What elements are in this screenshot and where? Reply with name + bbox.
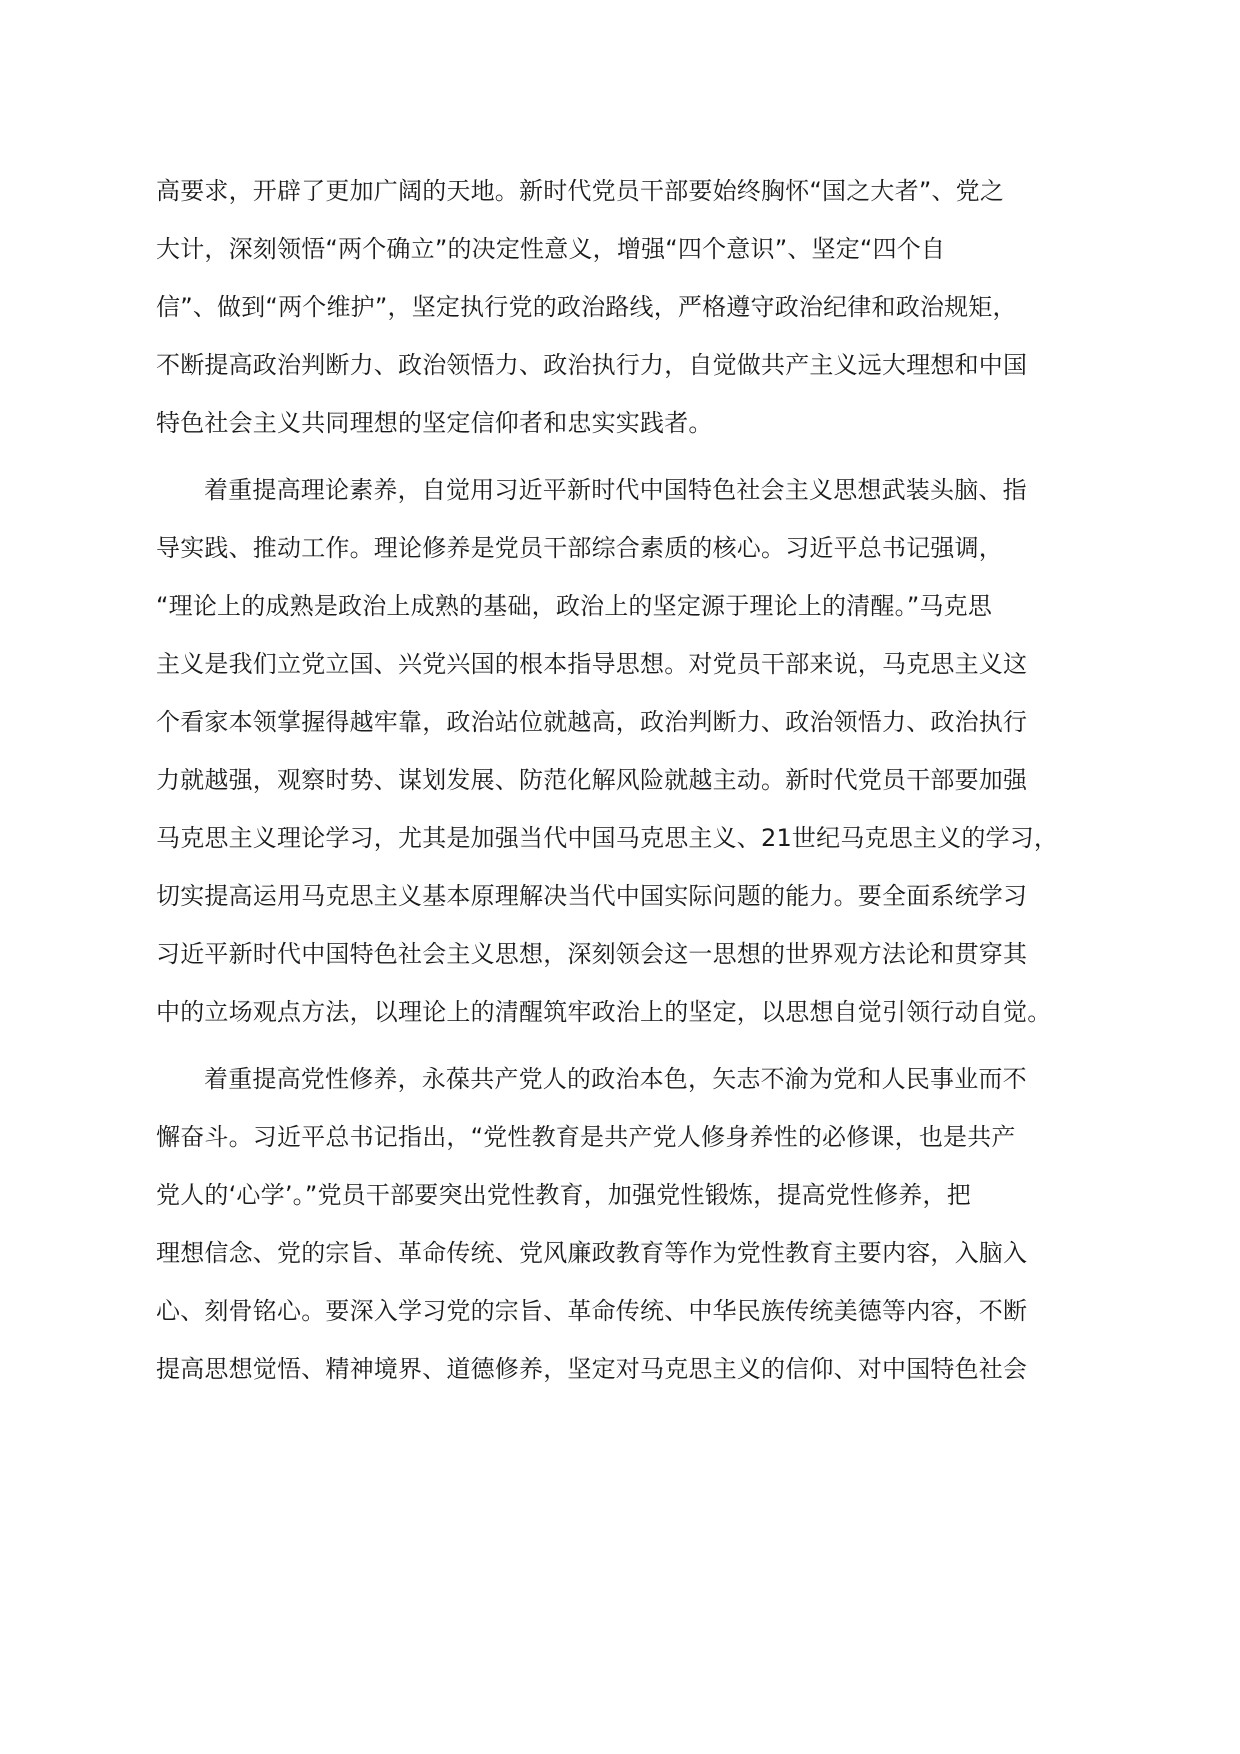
text-line: 切实提高运用马克思主义基本原理解决当代中国实际问题的能力。要全面系统学习	[156, 882, 1028, 910]
text-line: 大计，深刻领悟“两个确立”的决定性意义，增强“四个意识”、坚定“四个自	[156, 235, 946, 263]
text-line: 懈奋斗。习近平总书记指出，“党性教育是共产党人修身养性的必修课，也是共产	[156, 1123, 1016, 1151]
text-line: “理论上的成熟是政治上成熟的基础，政治上的坚定源于理论上的清醒。”马克思	[156, 592, 993, 620]
text-line: 提高思想觉悟、精神境界、道德修养，坚定对马克思主义的信仰、对中国特色社会	[156, 1355, 1028, 1383]
text-line: 中的立场观点方法，以理论上的清醒筑牢政治上的坚定，以思想自觉引领行动自觉。	[156, 998, 1052, 1026]
text-line: 不断提高政治判断力、政治领悟力、政治执行力，自觉做共产主义远大理想和中国	[156, 351, 1028, 379]
text-line: 着重提高党性修养，永葆共产党人的政治本色，矢志不渝为党和人民事业而不	[204, 1065, 1027, 1093]
text-line: 马克思主义理论学习，尤其是加强当代中国马克思主义、21世纪马克思主义的学习，	[156, 824, 1059, 852]
text-line: 力就越强，观察时势、谋划发展、防范化解风险就越主动。新时代党员干部要加强	[156, 766, 1028, 794]
text-line: 理想信念、党的宗旨、革命传统、党风廉政教育等作为党性教育主要内容，入脑入	[156, 1239, 1028, 1267]
text-line: 高要求，开辟了更加广阔的天地。新时代党员干部要始终胸怀“国之大者”、党之	[156, 177, 1005, 205]
text-line: 个看家本领掌握得越牢靠，政治站位就越高，政治判断力、政治领悟力、政治执行	[156, 708, 1028, 736]
text-line: 主义是我们立党立国、兴党兴国的根本指导思想。对党员干部来说，马克思主义这	[156, 650, 1028, 678]
text-line: 着重提高理论素养，自觉用习近平新时代中国特色社会主义思想武装头脑、指	[204, 476, 1027, 504]
text-line: 习近平新时代中国特色社会主义思想，深刻领会这一思想的世界观方法论和贯穿其	[156, 940, 1028, 968]
text-line: 党人的‘心学’。”党员干部要突出党性教育，加强党性锻炼，提高党性修养，把	[156, 1181, 971, 1209]
text-line: 特色社会主义共同理想的坚定信仰者和忠实实践者。	[156, 409, 713, 437]
text-line: 导实践、推动工作。理论修养是党员干部综合素质的核心。习近平总书记强调，	[156, 534, 1003, 562]
text-line: 心、刻骨铭心。要深入学习党的宗旨、革命传统、中华民族传统美德等内容，不断	[156, 1297, 1028, 1325]
text-line: 信”、做到“两个维护”，坚定执行党的政治路线，严格遵守政治纪律和政治规矩，	[156, 293, 1017, 321]
